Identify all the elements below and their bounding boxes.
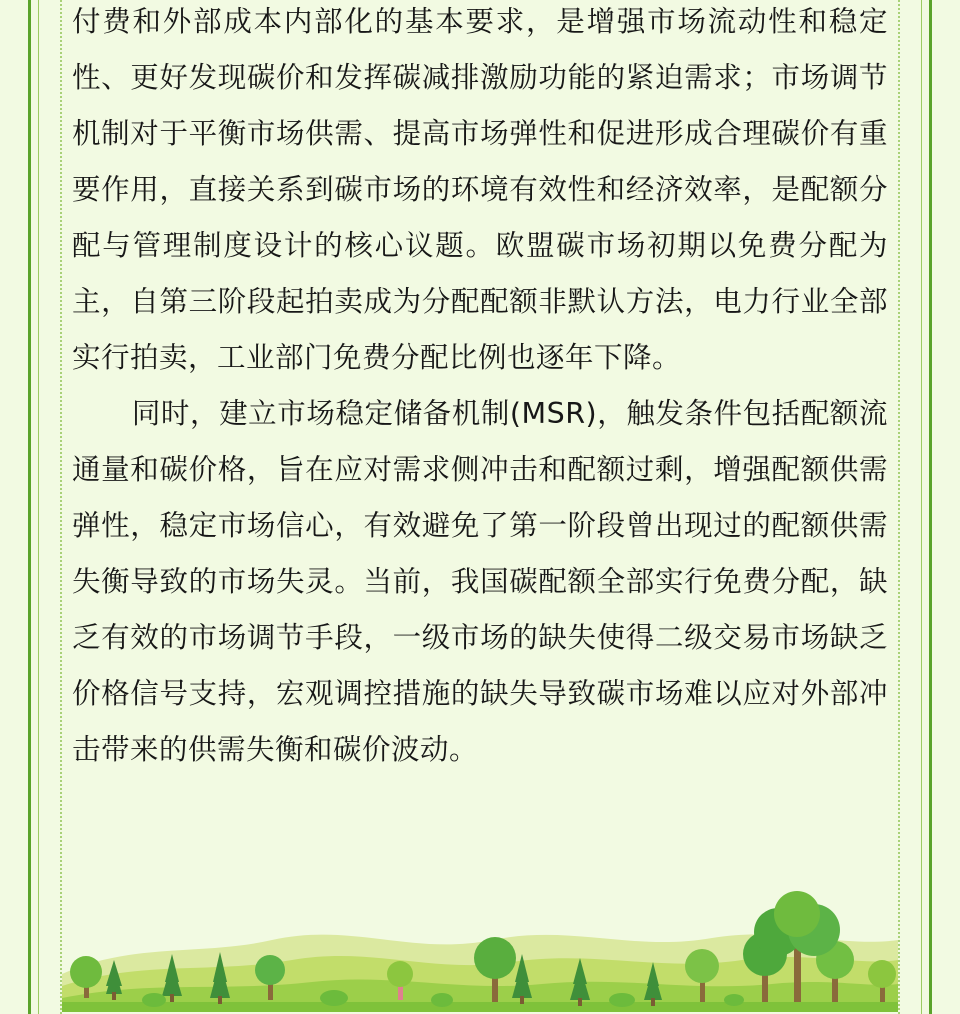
page-border-right	[929, 0, 932, 1014]
document-body	[72, 0, 888, 778]
paragraph-1: 付费和外部成本内部化的基本要求，是增强市场流动性和稳定性、更好发现碳价和发挥碳减排激励功能的紧迫需求；市场调节机制对于平衡市场供需、提高市场弹性和促进形成合理碳价有重要作用，直接关系到碳市场的环境有效性和经济效率，是配额分配与管理制度设计的核心议题。欧盟碳市场初期以免费分配为主，自第三阶段起拍卖成为分配配额非默认方法，电力行业全部实行拍卖，工业部门免费分配比例也逐年下降。	[72, 5, 888, 374]
trees-and-hills-icon	[62, 882, 898, 1012]
page-border-left-thin	[38, 0, 39, 1014]
footer-illustration	[62, 882, 898, 1012]
page-dotted-rule-left	[60, 0, 62, 1014]
paragraph-2: 同时，建立市场稳定储备机制(MSR)，触发条件包括配额流通量和碳价格，旨在应对需求侧冲击和配额过剩，增强配额供需弹性，稳定市场信心，有效避免了第一阶段曾出现过的配额供需失衡导致的市场失灵。当前，我国碳配额全部实行免费分配，缺乏有效的市场调节手段，一级市场的缺失使得二级交易市场缺乏价格信号支持，宏观调控措施的缺失导致碳市场难以应对外部冲击带来的供需失衡和碳价波动。	[72, 397, 888, 766]
page-border-right-thin	[921, 0, 922, 1014]
page-dotted-rule-right	[898, 0, 900, 1014]
page-border-left	[28, 0, 31, 1014]
